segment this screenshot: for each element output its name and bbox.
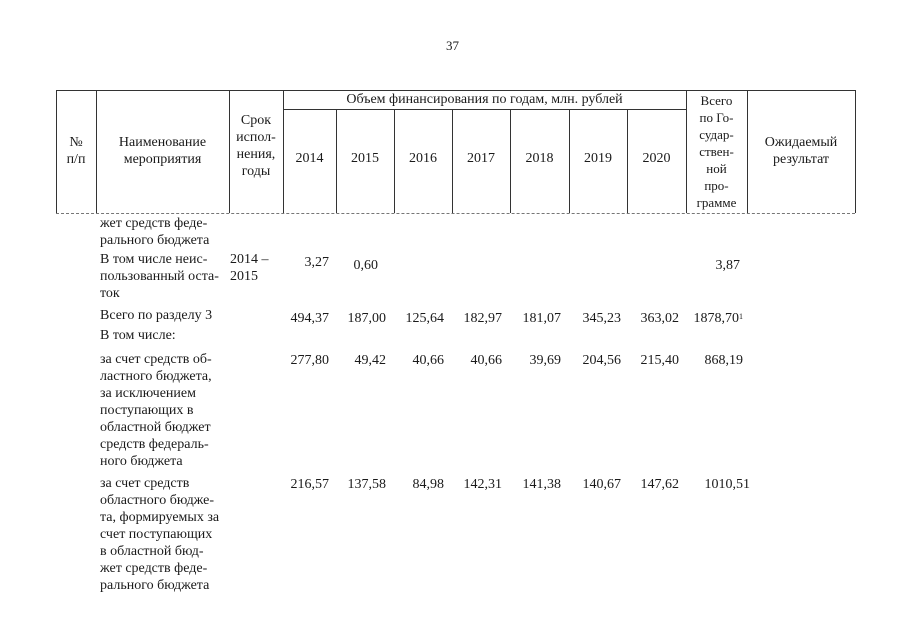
header-total: Всего по Го- судар- ствен- ной про- грамме [696, 93, 737, 210]
row-value-2014: 277,80 [290, 353, 329, 368]
header-name: Наименование мероприятия [118, 135, 207, 167]
header-result: Ожидаемый результат [764, 135, 838, 167]
row-name: за счет средств об- ластного бюджета, за исключением поступающих в областной бюджет средств федераль- ного бюджета [100, 352, 212, 469]
footnote-marker: 1 [739, 312, 743, 321]
row-value-2017: 182,97 [463, 311, 502, 326]
header-term: Срок испол- нения, годы [236, 113, 276, 179]
year-2015: 2015 [351, 151, 379, 166]
row-value-2019: 345,23 [582, 311, 621, 326]
row-value-2020: 363,02 [640, 311, 679, 326]
row-total-value: 1878,70 [693, 311, 739, 326]
row-total: 3,87 [715, 258, 740, 273]
financing-divider [283, 109, 686, 110]
row-total [686, 310, 743, 327]
row-term: 2014 – 2015 [230, 252, 269, 284]
page-number: 37 [446, 38, 459, 53]
row-value-2014: 216,57 [290, 477, 329, 492]
row-name: В том числе: [100, 328, 176, 343]
header-num: № п/п [66, 135, 86, 167]
row-value-2019: 204,56 [582, 353, 621, 368]
year-2017: 2017 [467, 151, 495, 166]
row-value-2016: 40,66 [412, 353, 444, 368]
col-border [855, 90, 856, 213]
row-value-2018: 39,69 [529, 353, 561, 368]
row-value-2015: 187,00 [347, 311, 386, 326]
year-2020: 2020 [642, 151, 671, 166]
row-value-2015: 137,58 [347, 477, 386, 492]
row-name: жет средств феде- рального бюджета [100, 216, 210, 248]
row-total: 1010,51 [704, 477, 750, 492]
row-value-2015: 0,60 [353, 258, 378, 273]
year-2019: 2019 [584, 151, 612, 166]
year-2018: 2018 [525, 151, 554, 166]
row-value-2018: 181,07 [522, 311, 561, 326]
row-total: 868,19 [704, 353, 743, 368]
row-value-2020: 147,62 [640, 477, 679, 492]
row-name: за счет средств областного бюдже- та, формируемых за счет поступающих в областной бюд- жет средств феде- рального бюджета [100, 476, 220, 593]
row-value-2017: 40,66 [470, 353, 502, 368]
header-financing: Объем финансирования по годам, млн. рублей [346, 92, 623, 107]
row-value-2016: 125,64 [405, 311, 444, 326]
row-value-2020: 215,40 [640, 353, 679, 368]
row-name: Всего по разделу 3 [100, 308, 213, 323]
row-value-2016: 84,98 [412, 477, 444, 492]
header-bottom-border [56, 213, 855, 214]
row-value-2015: 49,42 [354, 353, 386, 368]
row-value-2017: 142,31 [463, 477, 502, 492]
row-value-2014: 3,27 [304, 255, 329, 270]
row-value-2014: 494,37 [290, 311, 329, 326]
year-2014: 2014 [295, 151, 324, 166]
year-2016: 2016 [409, 151, 437, 166]
row-value-2018: 141,38 [522, 477, 561, 492]
row-value-2019: 140,67 [582, 477, 621, 492]
row-name: В том числе неис- пользованный оста- ток [100, 252, 219, 301]
